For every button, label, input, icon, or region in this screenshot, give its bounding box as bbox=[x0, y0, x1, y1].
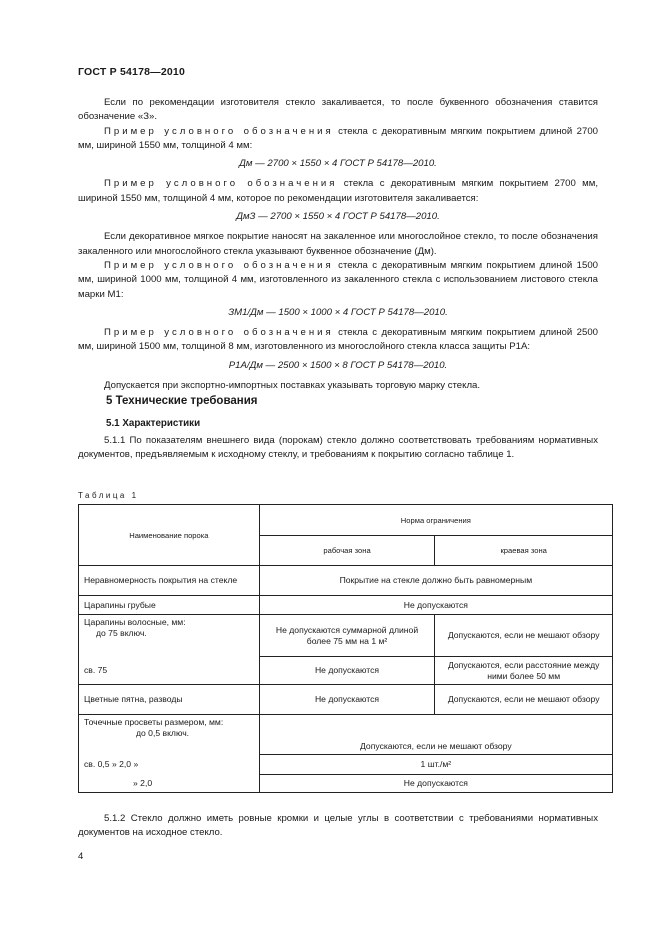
designation-section bbox=[78, 96, 598, 393]
document-header: ГОСТ Р 54178—2010 bbox=[78, 66, 186, 78]
limit-uneven: Покрытие на стекле должно быть равномерным bbox=[259, 566, 612, 596]
table-caption: Таблица 1 bbox=[78, 491, 139, 500]
formula-3: ЗМ1/Дм — 1500 × 1000 × 4 ГОСТ Р 54178—2010. bbox=[228, 306, 448, 318]
header-limit: Норма ограничения bbox=[259, 505, 612, 536]
paragraph-laminated: Если декоративное мягкое покрытие наносят на закаленное или многослойное стекло, то после обозначения закаленного или многослойного стекла указывают буквенное обозначение (Дм). bbox=[78, 231, 598, 257]
clause-text: 5.1.1 По показателям внешнего вида (порокам) стекло должно соответствовать требованиям нормативных документов, предъявляемым к исходному стеклу, и требованиям к покрытию согласно таблице 1. bbox=[78, 435, 598, 461]
header-defect: Наименование порока bbox=[79, 505, 260, 566]
example-lead: Пример условного обозначения bbox=[104, 259, 334, 271]
defect-stains: Цветные пятна, разводы bbox=[79, 685, 260, 715]
formula-4: Р1А/Дм — 2500 × 1500 × 8 ГОСТ Р 54178—2010. bbox=[228, 359, 448, 371]
defects-table bbox=[78, 504, 613, 793]
limit-stains-edge: Допускаются, если не мешают обзору bbox=[435, 685, 613, 715]
limit-pinholes-sub3: Не допускаются bbox=[259, 775, 612, 793]
example-4 bbox=[78, 326, 598, 355]
defect-hair-sub2: св. 75 bbox=[79, 657, 260, 685]
clause-5-1-2 bbox=[78, 812, 598, 841]
limit-hair-sub1-work: Не допускаются суммарной длиной более 75 мм на 1 м² bbox=[259, 615, 435, 657]
header-work-zone: рабочая зона bbox=[259, 536, 435, 566]
header-edge-zone: краевая зона bbox=[435, 536, 613, 566]
defect-uneven: Неравномерность покрытия на стекле bbox=[79, 566, 260, 596]
limit-hair-sub2-work: Не допускаются bbox=[259, 657, 435, 685]
paragraph-tempering: Если по рекомендации изготовителя стекло закаливается, то после буквенного обозначения ставится обозначение «З». bbox=[78, 97, 598, 123]
limit-stains-work: Не допускаются bbox=[259, 685, 435, 715]
defect-pinholes-title: Точечные просветы размером, мм: bbox=[84, 717, 224, 727]
paragraph-trademark: Допускается при экспортно-импортных поставках указывать торговую марку стекла. bbox=[104, 380, 481, 392]
defect-pinholes-sub1: до 0,5 включ. bbox=[136, 728, 190, 738]
defect-pinholes-sub3: » 2,0 bbox=[79, 775, 260, 793]
example-text: стекла с декоративным мягким покрытием длиной 1500 мм, шириной 1000 мм, толщиной 4 мм, изготовленного из закаленного стекла с использованием листового стекла марки М1: bbox=[78, 259, 598, 300]
example-lead: Пример условного обозначения bbox=[104, 178, 338, 190]
example-text: стекла с декоративным мягким покрытием длиной 2500 мм, шириной 1500 мм, толщиной 8 мм, изготовленного из многослойного стекла класса защиты Р1А: bbox=[78, 327, 598, 353]
example-1 bbox=[78, 125, 598, 154]
example-3 bbox=[78, 259, 598, 302]
example-lead: Пример условного обозначения bbox=[104, 125, 334, 137]
limit-hair-sub1-edge: Допускаются, если не мешают обзору bbox=[435, 615, 613, 657]
defect-pinholes bbox=[79, 715, 260, 755]
section-title: 5 Технические требования bbox=[106, 395, 258, 407]
defect-pinholes-sub2: св. 0,5 » 2,0 » bbox=[79, 755, 260, 775]
formula-1: Дм — 2700 × 1550 × 4 ГОСТ Р 54178—2010. bbox=[239, 158, 437, 170]
defect-rough-scratches: Царапины грубые bbox=[79, 596, 260, 615]
defect-hair-scratches bbox=[79, 615, 260, 657]
limit-pinholes-sub1: Допускаются, если не мешают обзору bbox=[259, 715, 612, 755]
defect-hair-title: Царапины волосные, мм: bbox=[84, 617, 186, 627]
clause-text: 5.1.2 Стекло должно иметь ровные кромки и целые углы в соответствии с требованиями нормативных документов на исходное стекло. bbox=[78, 813, 598, 839]
example-text: стекла с декоративным мягким покрытием длиной 2700 мм, шириной 1550 мм, толщиной 4 мм: bbox=[78, 125, 598, 151]
defect-hair-sub1: до 75 включ. bbox=[96, 628, 147, 638]
example-text: стекла с декоративным мягким покрытием 2700 мм, шириной 1550 мм, толщиной 4 мм, которое по рекомендации изготовителя закаливается: bbox=[78, 178, 598, 204]
limit-hair-sub2-edge: Допускаются, если расстояние между ними более 50 мм bbox=[435, 657, 613, 685]
page-number: 4 bbox=[78, 851, 84, 862]
subsection-title: 5.1 Характеристики bbox=[106, 418, 201, 429]
example-lead: Пример условного обозначения bbox=[104, 327, 334, 339]
clause-5-1-1 bbox=[78, 434, 598, 463]
example-2 bbox=[78, 177, 598, 206]
limit-rough-scratches: Не допускаются bbox=[259, 596, 612, 615]
formula-2: ДмЗ — 2700 × 1550 × 4 ГОСТ Р 54178—2010. bbox=[236, 211, 440, 223]
limit-pinholes-sub2: 1 шт./м² bbox=[259, 755, 612, 775]
